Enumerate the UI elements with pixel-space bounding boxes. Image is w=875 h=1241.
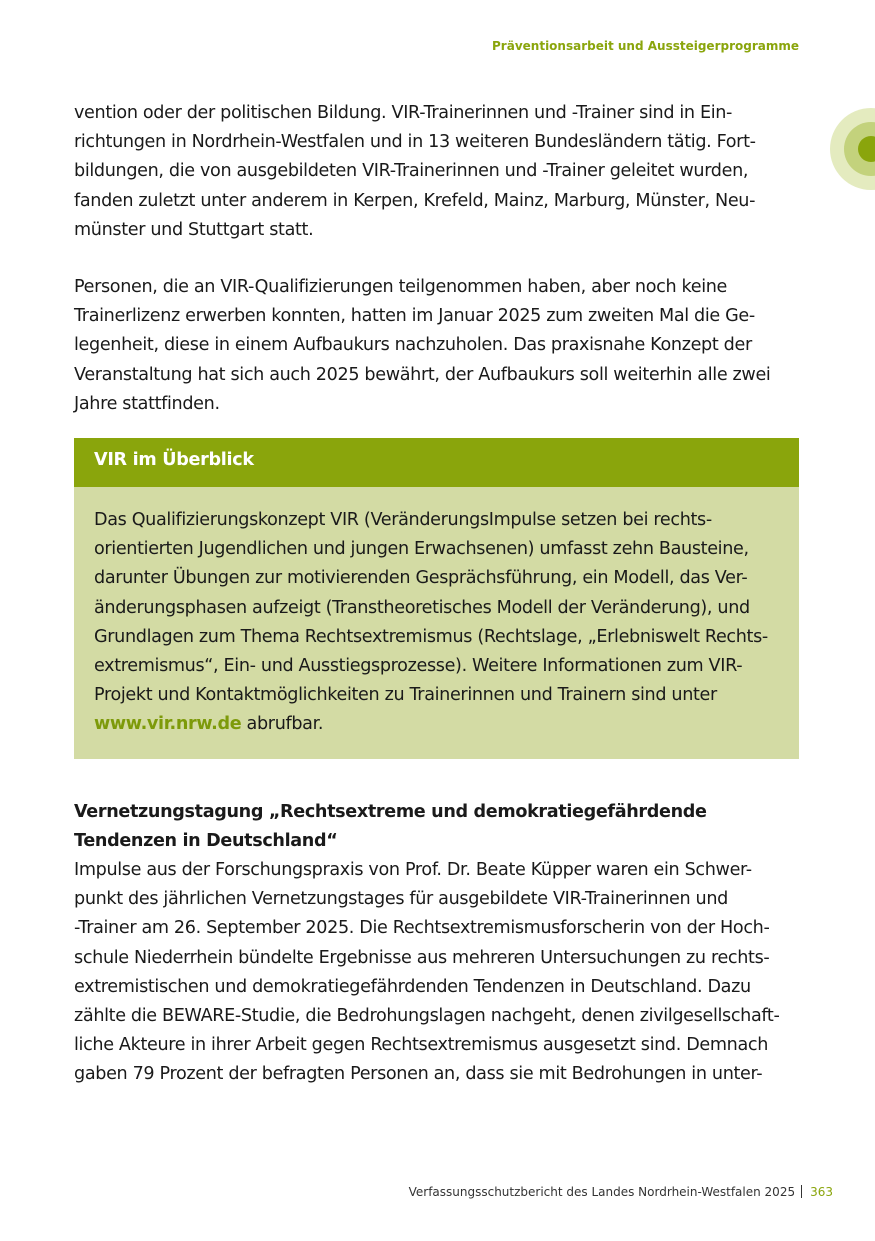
running-header: Präventionsarbeit und Aussteigerprogramme — [492, 39, 799, 53]
text-line: änderungsphasen aufzeigt (Transtheoretisches Modell der Veränderung), und — [94, 597, 750, 618]
text-line: Jahre stattfinden. — [74, 393, 220, 414]
vir-website-link[interactable]: www.vir.nrw.de — [94, 714, 242, 735]
text-line: richtungen in Nordrhein-Westfalen und in 13 weiteren Bundesländern tätig. Fort- — [74, 132, 756, 153]
text-line: -Trainer am 26. September 2025. Die Rechtsextremismusforscherin von der Hoch- — [74, 918, 770, 939]
text-line: zählte die BEWARE-Studie, die Bedrohungslagen nachgeht, denen zivilgesellschaft- — [74, 1006, 780, 1027]
text-line: Veranstaltung hat sich auch 2025 bewährt, der Aufbaukurs soll weiterhin alle zwei — [74, 364, 771, 385]
text-line: gaben 79 Prozent der befragten Personen an, dass sie mit Bedrohungen in unter- — [74, 1064, 763, 1085]
section-heading — [74, 798, 707, 856]
paragraph-intro — [74, 99, 814, 245]
text-line: liche Akteure in ihrer Arbeit gegen Rechtsextremismus ausgesetzt sind. Demnach — [74, 1035, 769, 1056]
heading-line: Tendenzen in Deutschland“ — [74, 831, 338, 852]
text-line: Impulse aus der Forschungspraxis von Prof. Dr. Beate Küpper waren ein Schwer- — [74, 860, 752, 880]
publication-title: Verfassungsschutzbericht des Landes Nordrhein-Westfalen 2025 — [408, 1185, 796, 1199]
page-footer — [409, 1185, 833, 1199]
info-box-text — [94, 506, 768, 740]
page-number: 363 — [810, 1185, 833, 1199]
link-suffix: abrufbar. — [241, 714, 324, 735]
text-line: bildungen, die von ausgebildeten VIR-Trainerinnen und -Trainer geleitet wurden, — [74, 161, 749, 182]
text-line: Trainerlizenz erwerben konnten, hatten im Januar 2025 zum zweiten Mal die Ge- — [74, 306, 755, 327]
text-line: legenheit, diese in einem Aufbaukurs nachzuholen. Das praxisnahe Konzept der — [74, 335, 752, 356]
text-line-with-link — [94, 710, 768, 739]
text-line: vention oder der politischen Bildung. VIR-Trainerinnen und -Trainer sind in Ein- — [74, 103, 733, 123]
info-box — [74, 487, 799, 759]
text-line: schule Niederrhein bündelte Ergebnisse aus mehreren Untersuchungen zu rechts- — [74, 947, 770, 968]
paragraph-aufbaukurs — [74, 273, 814, 419]
text-line: darunter Übungen zur motivierenden Gesprächsführung, ein Modell, das Ver- — [94, 568, 748, 589]
text-line: Projekt und Kontaktmöglichkeiten zu Trainerinnen und Trainern sind unter — [94, 685, 717, 706]
decorative-circles — [830, 108, 875, 190]
info-box-header — [74, 438, 799, 487]
text-line: extremismus“, Ein- und Ausstiegsprozesse). Weitere Informationen zum VIR- — [94, 656, 743, 677]
text-line: Grundlagen zum Thema Rechtsextremismus (Rechtslage, „Erlebniswelt Rechts- — [94, 626, 768, 647]
info-box-title: VIR im Überblick — [94, 450, 254, 470]
text-line: punkt des jährlichen Vernetzungstages für ausgebildete VIR-Trainerinnen und — [74, 889, 728, 910]
text-line: extremistischen und demokratiegefährdenden Tendenzen in Deutschland. Dazu — [74, 976, 751, 997]
text-line: orientierten Jugendlichen und jungen Erwachsenen) umfasst zehn Bausteine, — [94, 539, 749, 560]
text-line: münster und Stuttgart statt. — [74, 219, 314, 240]
heading-line: Vernetzungstagung „Rechtsextreme und demokratiegefährdende — [74, 802, 707, 822]
paragraph-vernetzungstagung — [74, 856, 814, 1090]
text-line: Personen, die an VIR-Qualifizierungen teilgenommen haben, aber noch keine — [74, 277, 728, 297]
footer-divider — [801, 1185, 802, 1198]
text-line: Das Qualifizierungskonzept VIR (VeränderungsImpulse setzen bei rechts- — [94, 510, 712, 530]
text-line: fanden zuletzt unter anderem in Kerpen, Krefeld, Mainz, Marburg, Münster, Neu- — [74, 190, 756, 211]
